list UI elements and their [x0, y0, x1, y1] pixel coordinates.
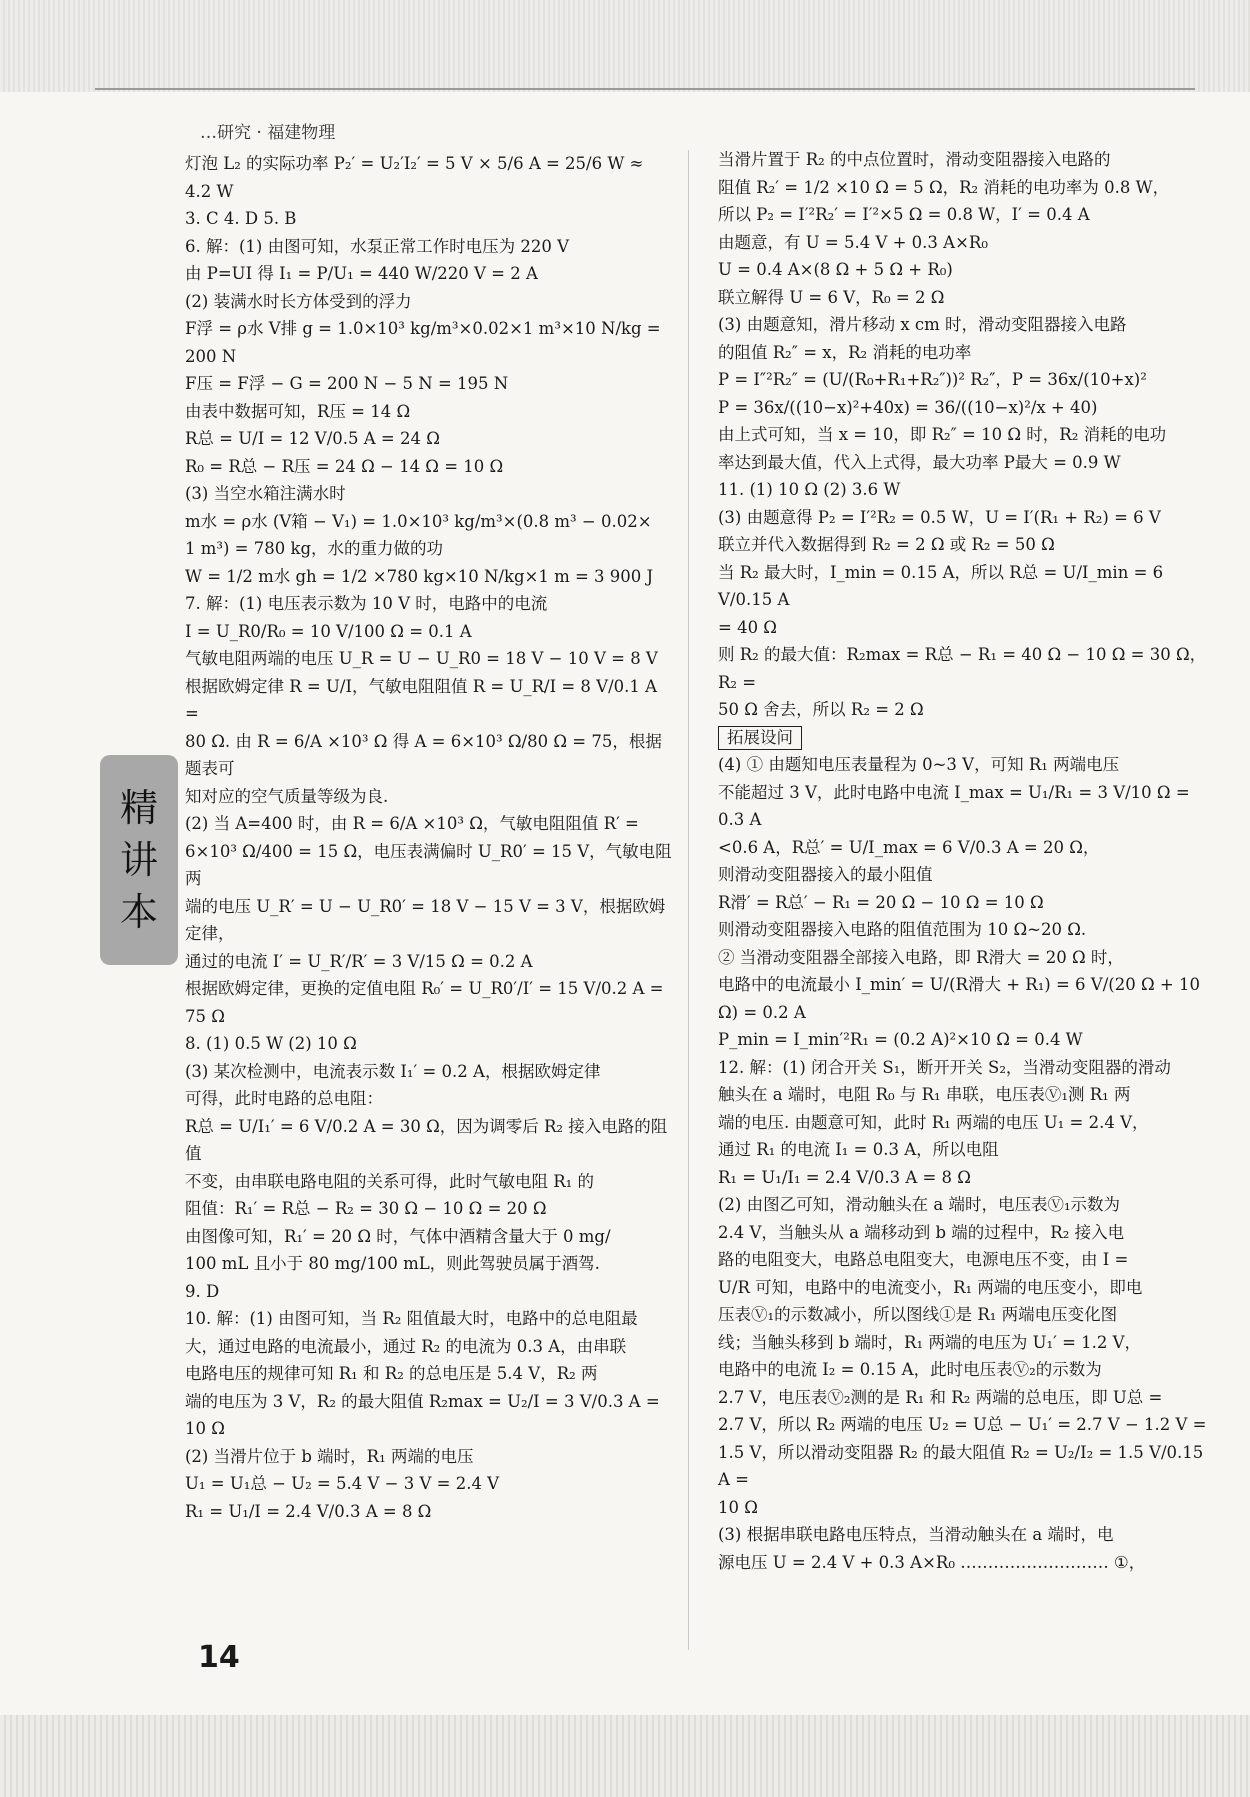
text-line: I = U_R0/R₀ = 10 V/100 Ω = 0.1 A: [185, 621, 472, 641]
text-line: 气敏电阻两端的电压 U_R = U − U_R0 = 18 V − 10 V = 8 V: [185, 649, 658, 668]
text-line: R₀ = R总 − R压 = 24 Ω − 14 Ω = 10 Ω: [185, 456, 504, 476]
text-line: R总 = U/I = 12 V/0.5 A = 24 Ω: [185, 429, 440, 448]
text-line: ② 当滑动变阻器全部接入电路，即 R滑大 = 20 Ω 时，: [718, 947, 1124, 967]
text-line: U₁ = U₁总 − U₂ = 5.4 V − 3 V = 2.4 V: [185, 1474, 500, 1493]
text-line: 阻值：R₁′ = R总 − R₂ = 30 Ω − 10 Ω = 20 Ω: [185, 1199, 547, 1218]
text-line: R总 = U/I₁′ = 6 V/0.2 A = 30 Ω，因为调零后 R₂ 接入电路的阻值: [185, 1116, 668, 1163]
extension-question-label: 拓展设问: [718, 726, 802, 750]
text-line: 不变，由串联电路电阻的关系可得，此时气敏电阻 R₁ 的: [185, 1171, 595, 1191]
text-line: 端的电压为 3 V，R₂ 的最大阻值 R₂max = U₂/I = 3 V/0.3 A =: [185, 1391, 660, 1411]
text-line: 电路中的电流 I₂ = 0.15 A，此时电压表Ⓥ₂的示数为: [718, 1360, 1102, 1379]
text-line: 由上式可知，当 x = 10，即 R₂″ = 10 Ω 时，R₂ 消耗的电功: [718, 425, 1167, 444]
tab-char: 讲: [119, 838, 158, 882]
text-line: (3) 当空水箱注满水时: [185, 484, 346, 503]
text-line: 压表Ⓥ₁的示数减小，所以图线①是 R₁ 两端电压变化图: [718, 1305, 1118, 1324]
text-line: 所以 P₂ = I′²R₂′ = I′²×5 Ω = 0.8 W，I′ = 0.4 A: [718, 205, 1090, 224]
bottom-scan-band: [0, 1715, 1250, 1797]
text-line: 大，通过电路的电流最小，通过 R₂ 的电流为 0.3 A，由串联: [185, 1336, 627, 1356]
text-line: 则滑动变阻器接入电路的阻值范围为 10 Ω~20 Ω.: [718, 920, 1087, 939]
header-rule: [95, 88, 1195, 90]
text-line: R滑′ = R总′ − R₁ = 20 Ω − 10 Ω = 10 Ω: [718, 892, 1044, 912]
text-line: 知对应的空气质量等级为良.: [185, 786, 389, 806]
text-line: (2) 当滑片位于 b 端时，R₁ 两端的电压: [185, 1446, 474, 1466]
text-line: 由题意，有 U = 5.4 V + 0.3 A×R₀: [718, 232, 988, 252]
text-line: U/R 可知，电路中的电流变小，R₁ 两端的电压变小，即电: [718, 1277, 1143, 1297]
text-line: 3. C 4. D 5. B: [185, 209, 297, 228]
text-line: 12. 解：(1) 闭合开关 S₁，断开开关 S₂，当滑动变阻器的滑动: [718, 1057, 1171, 1077]
text-line: 200 N: [185, 346, 237, 366]
text-line: 6×10³ Ω/400 = 15 Ω，电压表满偏时 U_R0′ = 15 V，气敏电阻两: [185, 841, 672, 888]
text-line: 2.4 V，当触头从 a 端移动到 b 端的过程中，R₂ 接入电: [718, 1222, 1125, 1242]
text-line: 4.2 W: [185, 181, 234, 201]
text-line: m水 = ρ水 (V箱 − V₁) = 1.0×10³ kg/m³×(0.8 m³ − 0.02×: [185, 511, 652, 531]
top-scan-band: [0, 0, 1250, 92]
text-line: F压 = F浮 − G = 200 N − 5 N = 195 N: [185, 374, 509, 393]
text-line: 线；当触头移到 b 端时，R₁ 两端的电压为 U₁′ = 1.2 V，: [718, 1332, 1142, 1352]
text-line: 的阻值 R₂″ = x，R₂ 消耗的电功率: [718, 342, 972, 362]
text-line: 可得，此时电路的总电阻：: [185, 1089, 383, 1108]
left-column: [185, 150, 675, 1525]
text-line: 不能超过 3 V，此时电路中电流 I_max = U₁/R₁ = 3 V/10 Ω = 0.3 A: [718, 782, 1190, 829]
text-line: (3) 某次检测中，电流表示数 I₁′ = 0.2 A，根据欧姆定律: [185, 1061, 601, 1081]
text-line: 联立并代入数据得到 R₂ = 2 Ω 或 R₂ = 50 Ω: [718, 535, 1055, 554]
text-line: (3) 根据串联电路电压特点，当滑动触头在 a 端时，电: [718, 1525, 1114, 1544]
text-line: 2.7 V，电压表Ⓥ₂测的是 R₁ 和 R₂ 两端的总电压，即 U总 =: [718, 1387, 1163, 1407]
text-line: P = I″²R₂″ = (U/(R₀+R₁+R₂″))² R₂″，P = 36x/(10+x)²: [718, 370, 1147, 389]
text-line: 10. 解：(1) 由图可知，当 R₂ 阻值最大时，电路中的总电阻最: [185, 1309, 638, 1328]
text-line: (3) 由题意知，滑片移动 x cm 时，滑动变阻器接入电路: [718, 315, 1127, 334]
text-line: R₁ = U₁/I = 2.4 V/0.3 A = 8 Ω: [185, 1501, 432, 1521]
page-number: 14: [198, 1640, 240, 1675]
running-title: …研究 · 福建物理: [200, 123, 336, 143]
text-line: 1.5 V，所以滑动变阻器 R₂ 的最大阻值 R₂ = U₂/I₂ = 1.5 V/0.15 A =: [718, 1442, 1204, 1489]
text-line: 由 P=UI 得 I₁ = P/U₁ = 440 W/220 V = 2 A: [185, 264, 538, 283]
text-line: R₁ = U₁/I₁ = 2.4 V/0.3 A = 8 Ω: [718, 1167, 971, 1187]
text-line: 7. 解：(1) 电压表示数为 10 V 时，电路中的电流: [185, 594, 548, 613]
text-line: W = 1/2 m水 gh = 1/2 ×780 kg×10 N/kg×1 m = 3 900 J: [185, 566, 654, 586]
text-line: 路的电阻变大，电路总电阻变大，电源电压不变，由 I =: [718, 1250, 1129, 1269]
right-column: [718, 146, 1208, 1576]
text-line: 灯泡 L₂ 的实际功率 P₂′ = U₂′I₂′ = 5 V × 5/6 A = 25/6 W ≈: [185, 154, 644, 173]
text-line: 80 Ω. 由 R = 6/A ×10³ Ω 得 A = 6×10³ Ω/80 Ω = 75，根据题表可: [185, 731, 662, 778]
text-line: 端的电压. 由题意可知，此时 R₁ 两端的电压 U₁ = 2.4 V，: [718, 1112, 1149, 1132]
text-line: 电路电压的规律可知 R₁ 和 R₂ 的总电压是 5.4 V，R₂ 两: [185, 1364, 598, 1383]
text-line: 则滑动变阻器接入的最小阻值: [718, 865, 933, 884]
tab-char: 精: [119, 786, 158, 830]
text-line: (2) 装满水时长方体受到的浮力: [185, 291, 412, 311]
text-line: 50 Ω 舍去，所以 R₂ = 2 Ω: [718, 700, 924, 719]
text-line: 则 R₂ 的最大值：R₂max = R总 − R₁ = 40 Ω − 10 Ω = 30 Ω，R₂ =: [718, 645, 1207, 692]
text-line: 100 mL 且小于 80 mg/100 mL，则此驾驶员属于酒驾.: [185, 1254, 600, 1273]
text-line: 阻值 R₂′ = 1/2 ×10 Ω = 5 Ω，R₂ 消耗的电功率为 0.8 W，: [718, 177, 1170, 197]
text-line: 2.7 V，所以 R₂ 两端的电压 U₂ = U总 − U₁′ = 2.7 V − 1.2 V =: [718, 1415, 1207, 1434]
text-line: 根据欧姆定律，更换的定值电阻 R₀′ = U_R0′/I′ = 15 V/0.2 A = 75 Ω: [185, 979, 664, 1026]
text-line: 1 m³) = 780 kg，水的重力做的功: [185, 539, 444, 558]
text-line: 11. (1) 10 Ω (2) 3.6 W: [718, 480, 901, 499]
text-line: 当 R₂ 最大时，I_min = 0.15 A，所以 R总 = U/I_min = 6 V/0.15 A: [718, 562, 1164, 609]
text-line: (2) 由图乙可知，滑动触头在 a 端时，电压表Ⓥ₁示数为: [718, 1195, 1121, 1214]
text-line: 触头在 a 端时，电阻 R₀ 与 R₁ 串联，电压表Ⓥ₁测 R₁ 两: [718, 1085, 1131, 1104]
text-line: 根据欧姆定律 R = U/I，气敏电阻阻值 R = U_R/I = 8 V/0.1 A =: [185, 676, 658, 723]
text-line: 10 Ω: [185, 1419, 225, 1438]
text-line: 端的电压 U_R′ = U − U_R0′ = 18 V − 15 V = 3 V，根据欧姆定律，: [185, 896, 666, 943]
text-line: 源电压 U = 2.4 V + 0.3 A×R₀ ……………………… ①，: [718, 1552, 1146, 1572]
text-line: 率达到最大值，代入上式得，最大功率 P最大 = 0.9 W: [718, 452, 1121, 472]
text-line: (4) ① 由题知电压表量程为 0~3 V，可知 R₁ 两端电压: [718, 755, 1120, 774]
text-line: 8. (1) 0.5 W (2) 10 Ω: [185, 1034, 357, 1053]
text-line: = 40 Ω: [718, 617, 777, 637]
text-line: U = 0.4 A×(8 Ω + 5 Ω + R₀): [718, 260, 953, 279]
tab-char: 本: [119, 890, 158, 934]
text-line: 通过的电流 I′ = U_R′/R′ = 3 V/15 Ω = 0.2 A: [185, 951, 533, 971]
text-line: (3) 由题意得 P₂ = I′²R₂ = 0.5 W，U = I′(R₁ + R₂) = 6 V: [718, 507, 1161, 527]
text-line: P = 36x/((10−x)²+40x) = 36/((10−x)²/x + 40): [718, 397, 1098, 417]
text-line: 由图像可知，R₁′ = 20 Ω 时，气体中酒精含量大于 0 mg/: [185, 1226, 611, 1246]
section-tab: [100, 755, 178, 965]
text-line: 9. D: [185, 1281, 220, 1301]
text-line: 由表中数据可知，R压 = 14 Ω: [185, 401, 411, 421]
text-line: 通过 R₁ 的电流 I₁ = 0.3 A，所以电阻: [718, 1140, 999, 1159]
text-line: P_min = I_min′²R₁ = (0.2 A)²×10 Ω = 0.4 W: [718, 1030, 1083, 1049]
text-line: 6. 解：(1) 由图可知，水泵正常工作时电压为 220 V: [185, 236, 570, 256]
text-line: 当滑片置于 R₂ 的中点位置时，滑动变阻器接入电路的: [718, 150, 1111, 169]
text-line: F浮 = ρ水 V排 g = 1.0×10³ kg/m³×0.02×1 m³×10 N/kg =: [185, 319, 661, 338]
column-divider: [688, 150, 689, 1650]
text-line: (2) 当 A=400 时，由 R = 6/A ×10³ Ω，气敏电阻阻值 R′ =: [185, 814, 639, 833]
text-line: 10 Ω: [718, 1497, 758, 1517]
text-line: 联立解得 U = 6 V，R₀ = 2 Ω: [718, 287, 945, 307]
text-line: 电路中的电流最小 I_min′ = U/(R滑大 + R₁) = 6 V/(20 Ω + 10 Ω) = 0.2 A: [718, 975, 1200, 1022]
text-line: <0.6 A，R总′ = U/I_max = 6 V/0.3 A = 20 Ω，: [718, 837, 1100, 857]
